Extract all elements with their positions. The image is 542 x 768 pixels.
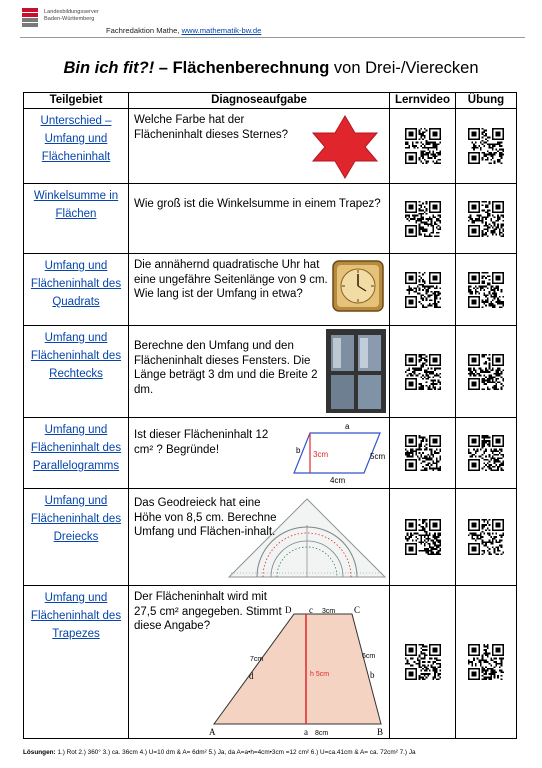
- label-side: 5cm: [370, 452, 386, 461]
- table-row: [24, 184, 517, 254]
- table-row: [24, 418, 517, 489]
- lernvideo-qr-code[interactable]: [405, 201, 441, 237]
- table-row: [24, 109, 517, 184]
- topic-link[interactable]: Umfang und Flächeninhalt des Quadrats: [30, 260, 122, 308]
- table-row: [24, 489, 517, 586]
- task-cell: [129, 109, 390, 184]
- side-a: a: [304, 727, 308, 736]
- task-cell: [129, 184, 390, 254]
- editorial-text: Fachredaktion Mathe,: [106, 26, 182, 35]
- side-b: b: [370, 670, 375, 680]
- lernvideo-qr-code[interactable]: [405, 354, 441, 390]
- task-cell: [129, 489, 390, 586]
- solutions-label: Lösungen:: [23, 749, 56, 756]
- uebung-cell: [456, 109, 517, 184]
- title-part-3: Flächenberechnung: [172, 59, 330, 77]
- editorial-line: [106, 26, 261, 35]
- logo-books-icon: [20, 6, 40, 30]
- header-uebung: Übung: [456, 93, 517, 109]
- table-row: [24, 586, 517, 739]
- topic-cell: [24, 326, 129, 418]
- diagnosis-table: [23, 92, 517, 739]
- side-c-length: 3cm: [322, 608, 336, 615]
- lernvideo-cell: [390, 326, 456, 418]
- task-cell: [129, 586, 390, 739]
- topic-cell: [24, 489, 129, 586]
- lernvideo-cell: [390, 586, 456, 739]
- uebung-qr-code[interactable]: [468, 644, 504, 680]
- uebung-qr-code[interactable]: [468, 128, 504, 164]
- uebung-qr-code[interactable]: [468, 272, 504, 308]
- task-cell: [129, 418, 390, 489]
- topic-link[interactable]: Umfang und Flächeninhalt des Trapezes: [30, 592, 122, 640]
- lernvideo-qr-code[interactable]: [405, 644, 441, 680]
- logo-line-1: Landesbildungsserver: [44, 9, 99, 15]
- topic-cell: [24, 109, 129, 184]
- vertex-C: C: [354, 605, 361, 615]
- uebung-qr-code[interactable]: [468, 354, 504, 390]
- label-base: 4cm: [330, 476, 346, 485]
- title-part-4: von Drei-/Vierecken: [329, 59, 479, 77]
- page-title: [0, 59, 542, 78]
- square-clock-image: [332, 260, 384, 312]
- window-image: [326, 329, 386, 413]
- solutions-text: 1.) Rot 2.) 360° 3.) ca. 36cm 4.) U=10 dm & A= 6dm² 5.) Ja, da A=a•h=4cm•3cm =12 cm² 6.) U=ca.41cm & A= ca. 72cm² 7.) Ja: [55, 749, 416, 756]
- website-link[interactable]: www.mathematik-bw.de: [181, 26, 262, 35]
- side-d-length: 7cm: [250, 656, 264, 663]
- title-part-2: –: [154, 59, 173, 77]
- side-b-length: 6cm: [362, 653, 376, 660]
- topic-link[interactable]: Umfang und Flächeninhalt des Parallelogramms: [30, 424, 122, 472]
- title-part-1: Bin ich fit?!: [63, 59, 155, 77]
- table-row: [24, 254, 517, 326]
- task-text: Berechne den Umfang und den Flächeninhalt dieses Fensters. Die Länge beträgt 3 dm und die Breite 2 dm.: [134, 340, 318, 396]
- lernvideo-qr-code[interactable]: [405, 435, 441, 471]
- task-text: Die annähernd quadratische Uhr hat eine ungefähre Seitenlänge von 9 cm. Wie lang ist der Umfang in etwa?: [134, 259, 328, 300]
- table-row: [24, 326, 517, 418]
- lernvideo-cell: [390, 184, 456, 254]
- lernvideo-cell: [390, 254, 456, 326]
- uebung-cell: [456, 254, 517, 326]
- uebung-cell: [456, 326, 517, 418]
- height-label: h 5cm: [310, 671, 330, 678]
- page-header: [20, 4, 525, 38]
- lernvideo-qr-code[interactable]: [405, 519, 441, 555]
- label-a: a: [345, 422, 350, 431]
- side-c: c: [309, 605, 313, 615]
- lernvideo-cell: [390, 418, 456, 489]
- uebung-qr-code[interactable]: [468, 519, 504, 555]
- topic-cell: [24, 586, 129, 739]
- task-text: Wie groß ist die Winkelsumme in einem Trapez?: [134, 198, 381, 210]
- trapezoid-figure: [209, 604, 389, 736]
- side-d: d: [249, 671, 254, 681]
- lernvideo-qr-code[interactable]: [405, 272, 441, 308]
- header-diagnoseaufgabe: Diagnoseaufgabe: [129, 93, 390, 109]
- topic-cell: [24, 184, 129, 254]
- task-text: Das Geodreieck hat eine Höhe von 8,5 cm. Berechne Umfang und Flächen-inhalt.: [134, 497, 277, 538]
- red-star-image: [309, 115, 381, 179]
- vertex-D: D: [285, 605, 292, 615]
- lernvideo-qr-code[interactable]: [405, 128, 441, 164]
- uebung-qr-code[interactable]: [468, 201, 504, 237]
- topic-cell: [24, 418, 129, 489]
- header-divider: [20, 37, 525, 38]
- vertex-A: A: [209, 727, 216, 736]
- topic-link[interactable]: Winkelsumme in Flächen: [33, 190, 119, 220]
- topic-link[interactable]: Unterschied – Umfang und Flächeninhalt: [40, 115, 112, 163]
- uebung-cell: [456, 418, 517, 489]
- uebung-cell: [456, 489, 517, 586]
- topic-link[interactable]: Umfang und Flächeninhalt des Dreiecks: [30, 495, 122, 543]
- label-height: 3cm: [313, 450, 329, 459]
- task-cell: [129, 254, 390, 326]
- task-text: Ist dieser Flächeninhalt 12 cm² ? Begründe!: [134, 429, 269, 456]
- label-b: b: [296, 446, 301, 455]
- topic-cell: [24, 254, 129, 326]
- lernvideo-cell: [390, 489, 456, 586]
- vertex-B: B: [377, 727, 384, 736]
- logo-line-2: Baden-Württemberg: [44, 16, 95, 22]
- side-a-length: 8cm: [315, 730, 329, 736]
- header-lernvideo: Lernvideo: [390, 93, 456, 109]
- lernvideo-cell: [390, 109, 456, 184]
- uebung-cell: [456, 184, 517, 254]
- solutions-line: [23, 749, 523, 756]
- task-text: Welche Farbe hat der Flächeninhalt dieses Sternes?: [134, 114, 289, 141]
- logo-text: [44, 9, 99, 23]
- uebung-cell: [456, 586, 517, 739]
- parallelogram-figure: [282, 421, 386, 485]
- uebung-qr-code[interactable]: [468, 435, 504, 471]
- task-cell: [129, 326, 390, 418]
- topic-link[interactable]: Umfang und Flächeninhalt des Rechtecks: [30, 332, 122, 380]
- task-text: Der Flächeninhalt wird mit 27,5 cm² angegeben. Stimmt diese Angabe?: [134, 591, 282, 632]
- table-header-row: [24, 93, 517, 109]
- header-teilgebiet: Teilgebiet: [24, 93, 129, 109]
